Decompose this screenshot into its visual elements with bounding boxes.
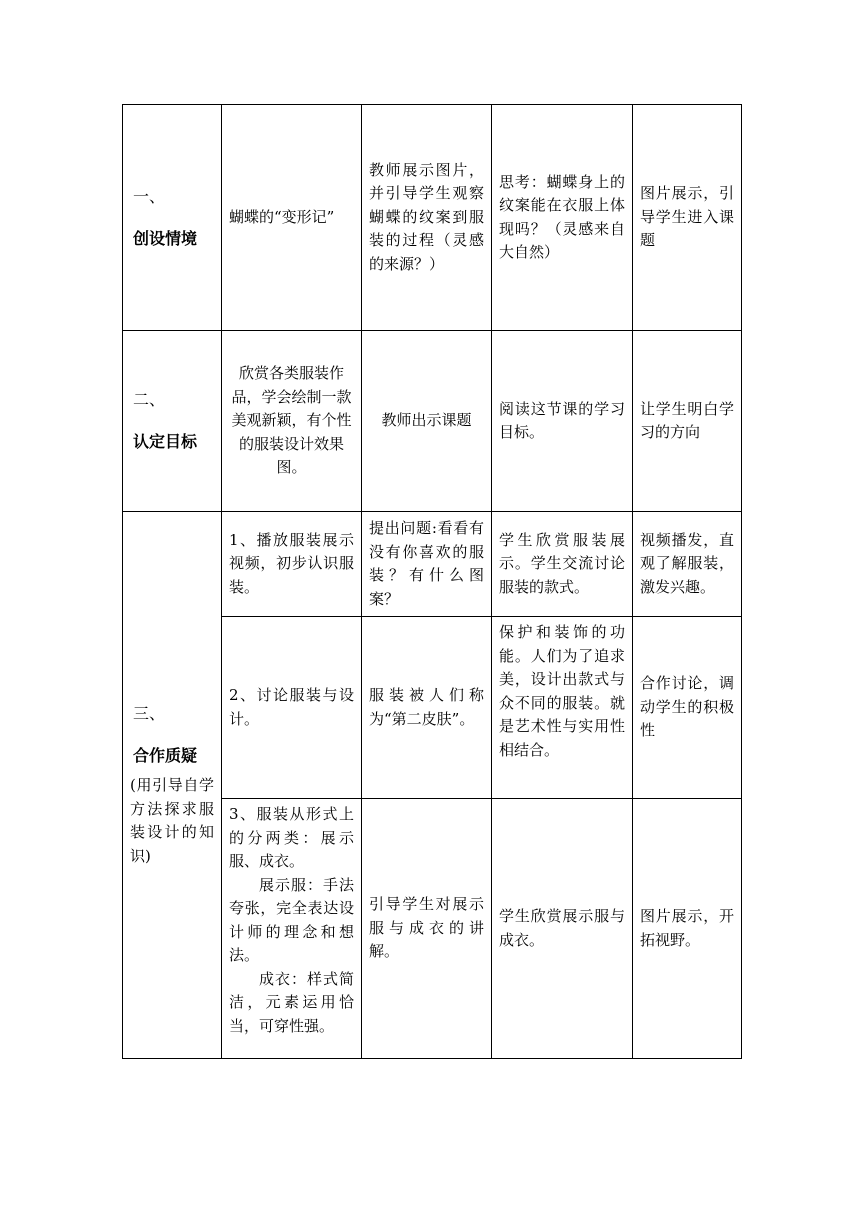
content-ready-to-wear: 成衣：样式简洁，元素运用恰当，可穿性强。: [229, 969, 354, 1035]
content-cell: 蝴蝶的“变形记”: [222, 105, 362, 331]
student-activity-cell: 保护和装饰的功能。人们为了追求美，设计出款式与众不同的服装。就是艺术性与实用性相结合。: [492, 617, 633, 799]
design-intent-cell: 图片展示，开拓视野。: [633, 799, 742, 1059]
student-activity-cell: 思考：蝴蝶身上的纹案能在衣服上体现吗？（灵感来自大自然）: [492, 105, 633, 331]
teacher-activity-cell: 提出问题:看看有没有你喜欢的服装？有什么图案？: [362, 512, 492, 617]
stage-number: 二、: [133, 390, 166, 409]
stage-number: 三、: [133, 704, 166, 723]
design-intent-cell: 图片展示，引导学生进入课题: [633, 105, 742, 331]
teacher-activity-cell: 教师展示图片，并引导学生观察蝴蝶的纹案到服装的过程（灵感的来源？）: [362, 105, 492, 331]
stage-cell: [123, 512, 222, 1059]
table-row: [123, 105, 742, 331]
content-cell: [222, 799, 362, 1059]
content-show-garment: 展示服：手法夸张，完全表达设计师的理念和想法。: [229, 875, 354, 964]
stage-name: 创设情境: [133, 228, 198, 248]
content-intro: 3、服装从形式上的分两类：展示服、成衣。: [229, 805, 354, 870]
design-intent-cell: 让学生明白学习的方向: [633, 331, 742, 512]
teacher-activity-cell: 教师出示课题: [362, 331, 492, 512]
stage-number: 一、: [133, 186, 166, 206]
table-row: [123, 512, 742, 617]
student-activity-cell: 学生欣赏服装展示。学生交流讨论服装的款式。: [492, 512, 633, 617]
stage-cell: [123, 331, 222, 512]
content-cell: 2、讨论服装与设计。: [222, 617, 362, 799]
student-activity-cell: 学生欣赏展示服与成衣。: [492, 799, 633, 1059]
table-row: [123, 331, 742, 512]
stage-name: 认定目标: [133, 432, 198, 451]
content-cell: 1、播放服装展示视频，初步认识服装。: [222, 512, 362, 617]
content-cell: 欣赏各类服装作品，学会绘制一款美观新颖，有个性的服装设计效果图。: [222, 331, 362, 512]
lesson-plan-table: [122, 104, 742, 1059]
design-intent-cell: 视频播发，直观了解服装，激发兴趣。: [633, 512, 742, 617]
stage-name: 合作质疑: [133, 746, 198, 765]
student-activity-cell: 阅读这节课的学习目标。: [492, 331, 633, 512]
teacher-activity-cell: 引导学生对展示服与成衣的讲解。: [362, 799, 492, 1059]
teacher-activity-cell: 服装被人们称为“第二皮肤”。: [362, 617, 492, 799]
stage-note: (用引导自学方法探求服装设计的知识): [130, 776, 214, 865]
design-intent-cell: 合作讨论，调动学生的积极性: [633, 617, 742, 799]
stage-cell: [123, 105, 222, 331]
